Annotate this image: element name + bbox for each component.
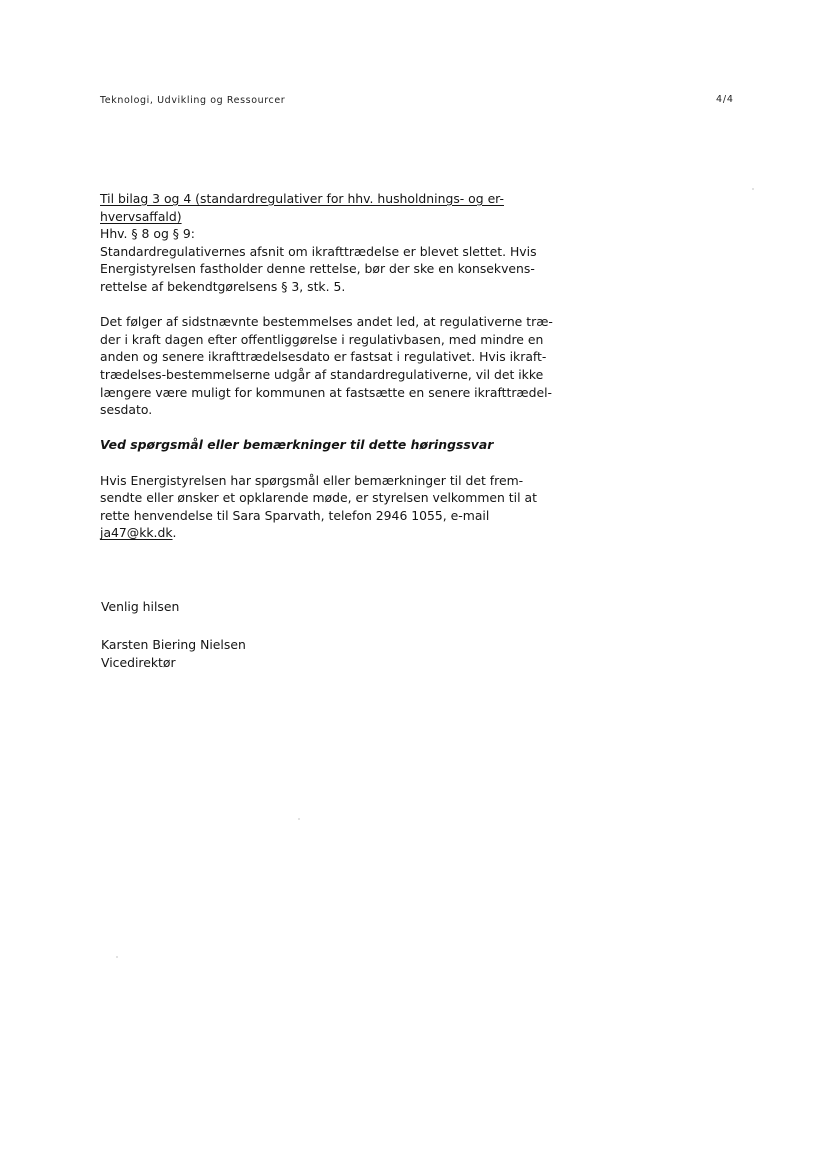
contact-line-1: Hvis Energistyrelsen har spørgsmål eller bemærkninger til det frem- bbox=[100, 472, 524, 488]
paragraph-1-line-2: Energistyrelsen fastholder denne rettelse, bør der ske en konsekvens- bbox=[100, 261, 535, 277]
contact-line-2: sendte eller ønsker et opklarende møde, er styrelsen velkommen til at bbox=[100, 490, 537, 506]
paragraph-2-line-5: længere være muligt for kommunen at fastsætte en senere ikrafttrædel- bbox=[100, 384, 552, 400]
section-reference: Hhv. § 8 og § 9: bbox=[100, 226, 195, 242]
paragraph-2-line-3: anden og senere ikrafttrædelsesdato er fastsat i regulativet. Hvis ikraft- bbox=[100, 349, 547, 365]
scan-speck bbox=[116, 956, 118, 958]
header-department: Teknologi, Udvikling og Ressourcer bbox=[100, 95, 286, 106]
email-suffix: . bbox=[172, 525, 177, 541]
scan-speck bbox=[298, 818, 300, 820]
contact-heading: Ved spørgsmål eller bemærkninger til dette høringssvar bbox=[100, 437, 494, 453]
contact-email-line bbox=[100, 524, 560, 542]
paragraph-gap bbox=[100, 419, 560, 437]
body-content bbox=[100, 190, 560, 542]
paragraph-gap bbox=[100, 296, 560, 314]
signer-name: Karsten Biering Nielsen bbox=[101, 637, 246, 652]
paragraph-1-line-3: rettelse af bekendtgørelsens § 3, stk. 5. bbox=[100, 278, 346, 294]
contact-line-3: rette henvendelse til Sara Sparvath, telefon 2946 1055, e-mail bbox=[100, 507, 490, 523]
closing-greeting: Venlig hilsen bbox=[101, 599, 180, 614]
paragraph-1-line-1: Standardregulativernes afsnit om ikrafttrædelse er blevet slettet. Hvis bbox=[100, 243, 537, 259]
signer-title: Vicedirektør bbox=[101, 655, 176, 670]
paragraph-gap bbox=[100, 454, 560, 472]
section-title-line-2: hvervsaffald) bbox=[100, 208, 182, 224]
section-title-line-1: Til bilag 3 og 4 (standardregulativer for hhv. husholdnings- og er- bbox=[100, 191, 504, 206]
paragraph-2-line-6: sesdato. bbox=[100, 402, 153, 418]
scan-speck bbox=[752, 188, 754, 190]
paragraph-2-line-4: trædelses-bestemmelserne udgår af standardregulativerne, vil det ikke bbox=[100, 366, 544, 382]
page-number: 4/4 bbox=[716, 94, 734, 105]
signature-block bbox=[101, 636, 246, 672]
paragraph-2-line-2: der i kraft dagen efter offentliggørelse i regulativbasen, med mindre en bbox=[100, 331, 544, 347]
email-link[interactable]: ja47@kk.dk bbox=[100, 525, 173, 541]
paragraph-2-line-1: Det følger af sidstnævnte bestemmelses andet led, at regulativerne træ- bbox=[100, 314, 553, 330]
